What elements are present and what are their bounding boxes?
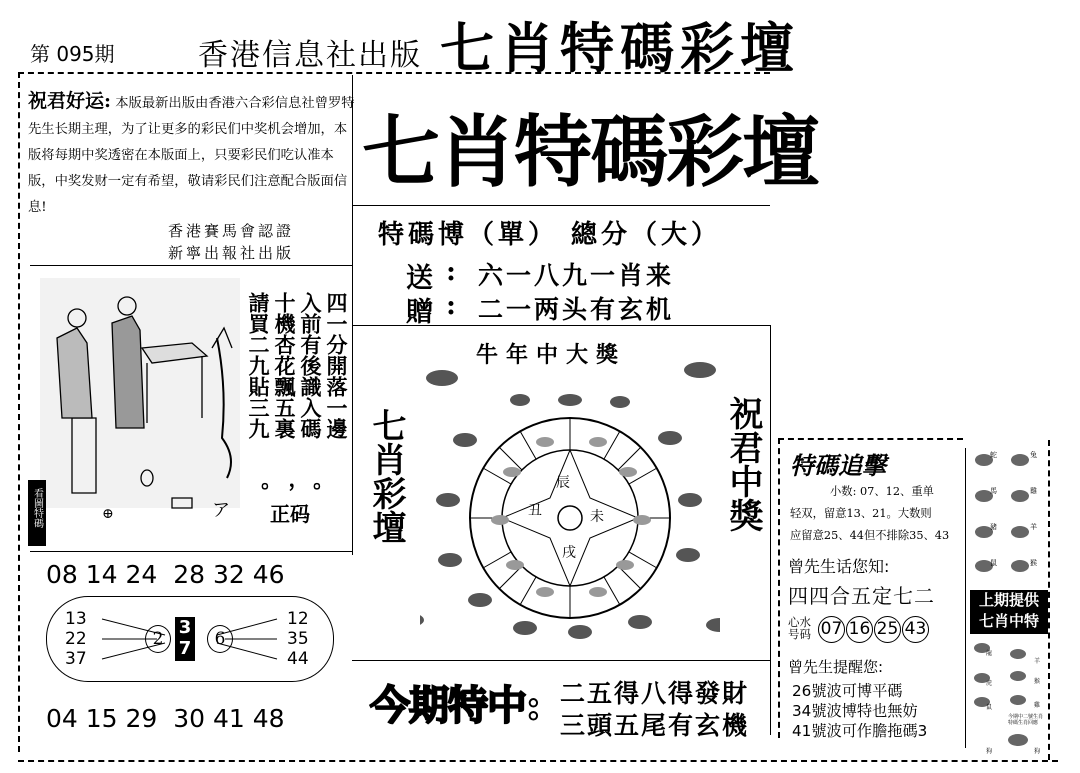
lucky-balls — [818, 616, 930, 643]
animal-bottom-6: 雞 — [1034, 702, 1041, 709]
side-label-box — [28, 480, 46, 546]
gift1-text: 六一八九一肖来 — [478, 261, 675, 290]
wheel-center-3: 未 — [590, 509, 604, 525]
oval-left-numbers — [65, 609, 87, 669]
poem-col-1: 四一分開落一邊 — [324, 292, 349, 439]
animal-top-7: 鼠 — [990, 559, 997, 567]
oval-right-1: 12 — [287, 609, 309, 629]
zodiac-right-vertical: 祝君中獎 — [723, 396, 763, 532]
notice-2: 曾先生提醒您: — [788, 658, 884, 676]
xinshui-top: 心水 — [788, 615, 811, 629]
gift2-text: 二一两头有玄机 — [478, 295, 675, 324]
animal-top-2: 兔 — [1030, 451, 1037, 459]
last-period-box — [970, 590, 1048, 634]
tip-1: 26號波可博平碼 — [792, 682, 903, 700]
number-oval — [46, 596, 334, 682]
xinshui-label — [788, 616, 811, 640]
animal-top-3: 馬 — [990, 487, 997, 495]
ball-1: 07 — [818, 616, 845, 643]
poem-col-4: 請買二九貼三九 — [246, 292, 271, 439]
pursuit-line2: 轻双，留意13、21。大数则 — [790, 507, 932, 520]
animal-bottom-8: 狗 — [1034, 748, 1041, 755]
animal-top-6: 羊 — [1030, 523, 1037, 531]
gift2-label: 贈 — [406, 297, 433, 328]
jinqi-line1: 二五得八得發財 — [560, 679, 750, 708]
poem-col-2: 入前有後識入碼 — [298, 292, 323, 439]
pursuit-line1: 小数: 07、12、重单 — [830, 485, 934, 498]
main-title: 七肖特碼彩壇 — [362, 107, 819, 198]
poem-sign: 正码 — [270, 502, 310, 526]
animal-top-8: 猴 — [1030, 559, 1037, 567]
animal-bottom-2: 羊 — [1034, 658, 1041, 665]
scholar-illustration — [32, 268, 247, 538]
last-period-footnote: 今期中二號生肖 特碼生肖回應 — [1008, 714, 1044, 726]
pursuit-line3: 应留意25、44但不排除35、43 — [790, 529, 950, 542]
cert-line-1: 香港賽馬會認證 — [168, 222, 295, 240]
animal-bottom-4: 猴 — [1034, 678, 1041, 685]
oval-center-box — [175, 617, 195, 661]
publisher-label: 香港信息社出版 — [198, 38, 422, 73]
wheel-center-2: 丑 — [528, 503, 542, 519]
oval-left-2: 22 — [65, 629, 87, 649]
zodiac-left-vertical: 七肖彩壇 — [366, 408, 406, 544]
notice-1: 曾先生话您知: — [788, 557, 890, 576]
pursuit-title: 特碼追擊 — [790, 451, 886, 480]
gift1-label: 送 — [406, 263, 433, 294]
blessing-heading: 祝君好运: — [28, 90, 112, 112]
side-label: 看圖特碼 — [31, 488, 43, 528]
oval-left-1: 13 — [65, 609, 87, 629]
ball-4: 43 — [902, 616, 929, 643]
oval-right-3: 44 — [287, 649, 309, 669]
pursuit-phrase: 四四合五定七二 — [788, 584, 935, 608]
zodiac-wheel — [420, 360, 720, 655]
oval-right-2: 35 — [287, 629, 309, 649]
oval-center-left: 2 — [145, 625, 171, 653]
poem-col-3: 十機杏花飄五裏 — [272, 292, 297, 439]
animal-bottom-1: 龍 — [986, 650, 993, 657]
jinqi-line2: 三頭五尾有玄機 — [560, 711, 750, 740]
last-period-line1: 上期提供 — [978, 591, 1039, 609]
jinqi-label: 今期特中: — [370, 682, 540, 729]
animal-bottom-5: 鼠 — [986, 704, 993, 711]
issue-number: 第 095期 — [30, 42, 115, 66]
animal-bottom-3: 虎 — [986, 680, 993, 687]
svg-text:⊕: ⊕ — [102, 506, 114, 522]
poem-punct-4: 。 — [246, 482, 271, 503]
tip-2: 34號波博特也無妨 — [792, 702, 918, 720]
oval-right-numbers — [287, 609, 309, 669]
zodiac-heading: 牛年中大獎 — [476, 342, 627, 368]
center-box-top: 3 — [178, 617, 192, 638]
animal-top-5: 豬 — [990, 523, 997, 531]
wheel-center-4: 戌 — [562, 545, 576, 561]
xinshui-bottom: 号码 — [788, 627, 811, 641]
poem-punct-3: ， — [272, 482, 297, 503]
last-period-line2: 七肖中特 — [978, 612, 1039, 630]
center-box-bottom: 7 — [178, 638, 192, 659]
animal-top-1: 蛇 — [990, 451, 997, 459]
svg-text:ア: ア — [212, 500, 230, 521]
blessing-block — [28, 88, 358, 221]
ball-3: 25 — [874, 616, 901, 643]
ball-2: 16 — [846, 616, 873, 643]
tema-line: 特碼博（單） 總分（大） — [378, 220, 722, 250]
header-title: 七肖特碼彩壇 — [440, 16, 800, 80]
animal-bottom-7: 狗 — [986, 748, 993, 755]
cert-line-2: 新寧出報社出版 — [168, 244, 295, 262]
oval-center-right: 6 — [207, 625, 233, 653]
poem-punct-2: 。 — [298, 482, 323, 503]
oval-left-3: 37 — [65, 649, 87, 669]
tip-3: 41號波可作膽拖碼3 — [792, 722, 928, 740]
numbers-top-row: 08 14 24 28 32 46 — [46, 560, 285, 589]
blessing-text: 本版最新出版由香港六合彩信息社曾罗特先生长期主理，为了让更多的彩民们中奖机会增加，本版将每期中奖透密在本版面上，只要彩民们吃认准本版，中奖发财一定有希望，敬请彩民们注意配合版面信息! — [28, 96, 355, 215]
wheel-center-1: 辰 — [556, 475, 570, 491]
animal-top-4: 雞 — [1030, 487, 1037, 495]
numbers-bottom-row: 04 15 29 30 41 48 — [46, 704, 285, 733]
